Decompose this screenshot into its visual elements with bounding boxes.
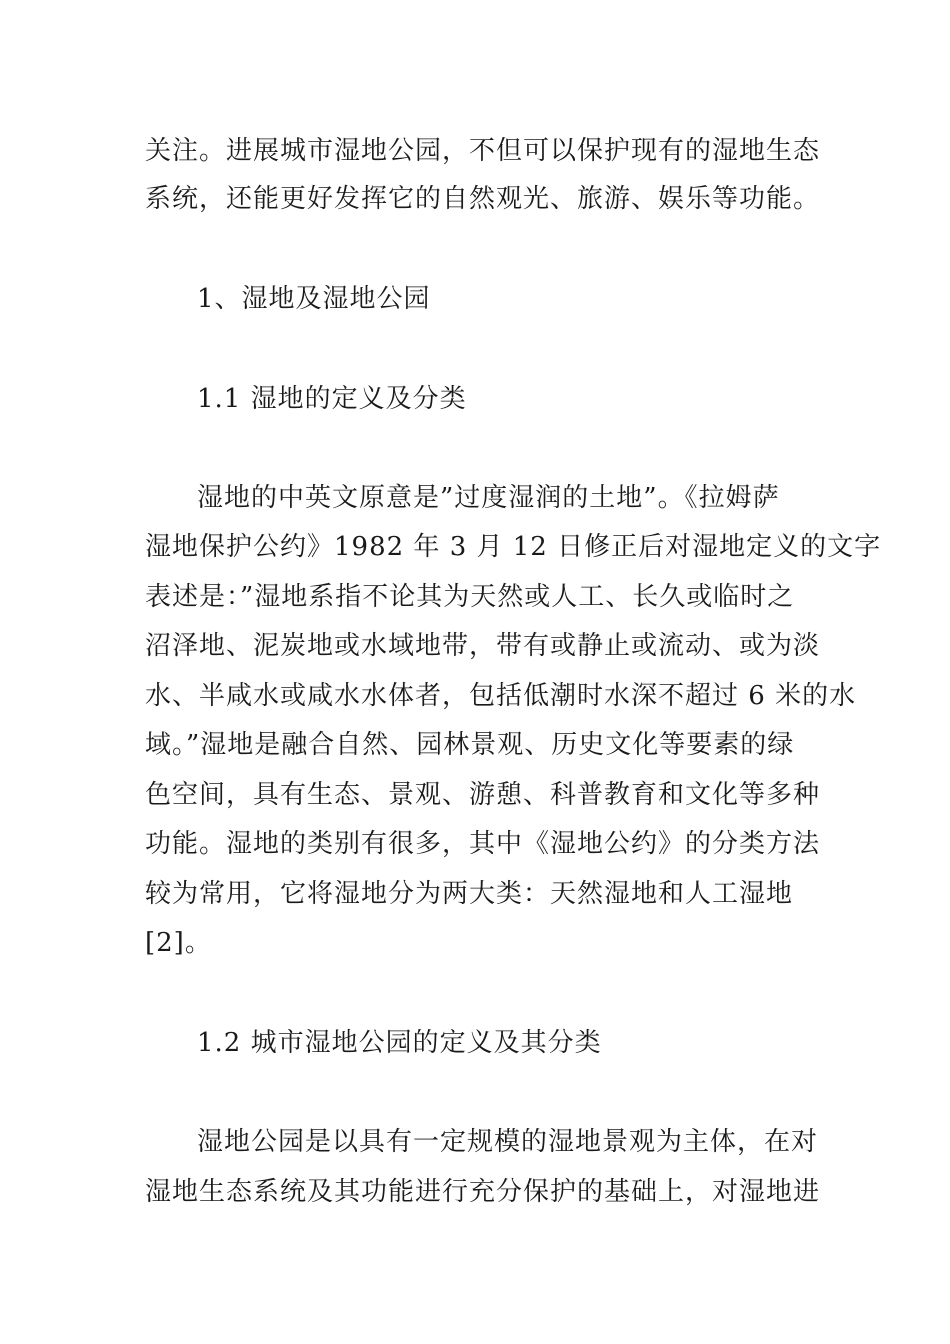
paragraph-1-1-line-9: 较为常用，它将湿地分为两大类：天然湿地和人工湿地 (145, 879, 794, 909)
intro-line-1: 关注。进展城市湿地公园，不但可以保护现有的湿地生态 (145, 136, 821, 166)
intro-line-2: 系统，还能更好发挥它的自然观光、旅游、娱乐等功能。 (145, 184, 821, 214)
paragraph-1-2-line-2: 湿地生态系统及其功能进行充分保护的基础上，对湿地进 (145, 1177, 821, 1207)
section-1-heading: 1、湿地及湿地公园 (197, 284, 431, 314)
paragraph-1-1-line-4: 沼泽地、泥炭地或水域地带，带有或静止或流动、或为淡 (145, 631, 821, 661)
paragraph-1-1-line-6: 域。”湿地是融合自然、园林景观、历史文化等要素的绿 (145, 730, 795, 760)
section-1-2-heading: 1.2 城市湿地公园的定义及其分类 (197, 1028, 602, 1058)
paragraph-1-1-line-5: 水、半咸水或咸水水体者，包括低潮时水深不超过 6 米的水 (145, 681, 857, 711)
paragraph-1-1-line-2: 湿地保护公约》1982 年 3 月 12 日修正后对湿地定义的文字 (145, 532, 882, 562)
paragraph-1-1-line-10: [2]。 (145, 928, 212, 958)
paragraph-1-1-line-7: 色空间，具有生态、景观、游憩、科普教育和文化等多种 (145, 780, 821, 810)
paragraph-1-1-line-3: 表述是：”湿地系指不论其为天然或人工、长久或临时之 (145, 582, 795, 612)
section-1-1-heading: 1.1 湿地的定义及分类 (197, 384, 467, 414)
paragraph-1-2-line-1: 湿地公园是以具有一定规模的湿地景观为主体，在对 (197, 1127, 819, 1157)
paragraph-1-1-line-1: 湿地的中英文原意是”过度湿润的土地”。《拉姆萨 (197, 483, 780, 513)
paragraph-1-1-line-8: 功能。湿地的类别有很多，其中《湿地公约》的分类方法 (145, 829, 821, 859)
